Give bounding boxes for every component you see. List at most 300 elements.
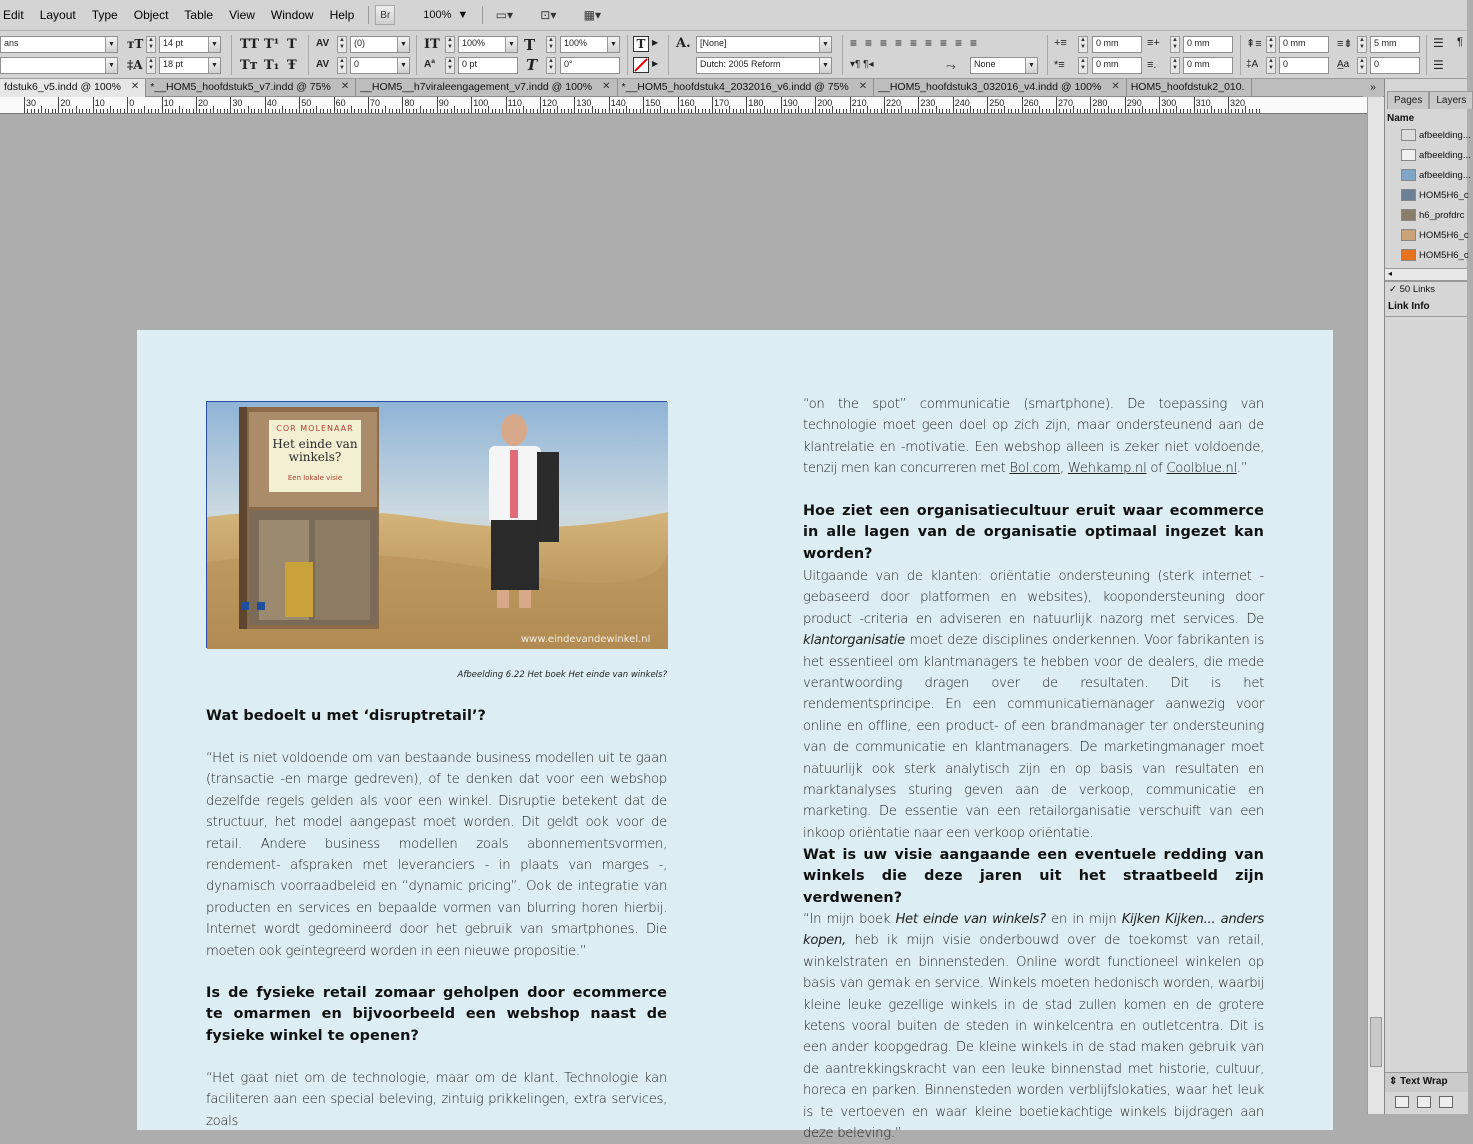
ruler-tick [874, 109, 875, 113]
ruler-tick [605, 109, 606, 113]
ruler-tick [709, 109, 710, 113]
ruler-tick [973, 109, 974, 113]
ruler-tick [378, 109, 379, 113]
font-family-field[interactable] [0, 36, 118, 53]
control-panel [0, 31, 1467, 79]
chevron-down-icon[interactable]: ▼ [607, 37, 619, 52]
zoom-level-select[interactable] [419, 9, 472, 21]
horizontal-scale-field[interactable] [560, 36, 620, 53]
ruler-tick [1059, 109, 1060, 113]
ruler-tick [856, 109, 857, 113]
leading-stepper[interactable]: ▲ ▼ [146, 57, 156, 74]
ruler-tick [674, 109, 675, 113]
ruler-tick [1235, 109, 1236, 113]
text-run: of [1146, 461, 1167, 477]
ruler-tick [953, 97, 954, 113]
text-fill-icon[interactable]: T [633, 36, 649, 52]
drop-cap-chars-field[interactable] [1370, 57, 1420, 74]
ruler-tick [175, 109, 176, 113]
ruler-tick [667, 109, 668, 113]
ruler-tick [967, 109, 968, 113]
chevron-down-icon[interactable]: ▼ [208, 58, 220, 73]
ruler-tick [127, 97, 128, 113]
ruler-tick [371, 109, 372, 113]
menu-layout[interactable]: Layout [39, 8, 76, 22]
chevron-down-icon[interactable]: ▼ [1025, 58, 1037, 73]
document-tab-label: *__HOM5_hoofdstuk5_v7.indd @ 75% [150, 81, 331, 93]
ruler-tick [822, 109, 823, 113]
ruler-tick [1001, 109, 1002, 113]
first-line-indent-value: 0 mm [1096, 59, 1119, 69]
book-cover-image[interactable] [206, 401, 667, 648]
space-before-value: 0 mm [1283, 38, 1306, 48]
ruler-tick [110, 106, 111, 113]
document-tab-label: __HOM5_hoofdstuk3_032016_v4.indd @ 100% [878, 81, 1102, 93]
menu-window[interactable]: Window [270, 8, 314, 22]
chevron-down-icon[interactable]: ▼ [105, 37, 117, 52]
ruler-tick [512, 109, 513, 113]
language-select[interactable] [696, 57, 832, 74]
ruler-label: 160 [679, 98, 695, 108]
space-after-value: 5 mm [1374, 38, 1397, 48]
bol-link[interactable]: Bol.com [1009, 461, 1061, 477]
link-info-header[interactable]: Link Info [1385, 297, 1467, 317]
text-run: “on the spot” communicatie (smartphone). De toepassing van technologie moet geen doel op zich zijn, maar ondersteunend aan de klantrelatie en -motivatie. Een webshop alleen is zeker niet voldoende, tenzij men kan concurreren met [803, 397, 1264, 477]
close-icon[interactable]: ✕ [340, 81, 350, 92]
chevron-down-icon[interactable]: ▼ [208, 37, 220, 52]
ruler-tick [65, 109, 66, 113]
ruler-label: 90 [438, 98, 449, 108]
ruler-label: 10 [94, 98, 105, 108]
ruler-tick [784, 109, 785, 113]
ruler-tick [925, 109, 926, 113]
ruler-tick [468, 109, 469, 113]
ruler-label: 200 [817, 98, 833, 108]
align-buttons[interactable]: ≡≡≡≡≡≡≡≡≡ [850, 36, 986, 50]
ruler-tick [375, 109, 376, 113]
separator [416, 35, 417, 75]
ruler-tick [1218, 109, 1219, 113]
baseline-shift-stepper[interactable]: ▲ ▼ [445, 57, 455, 74]
ruler-tick [977, 109, 978, 113]
question-heading: Hoe ziet een organisatiecultuur eruit waar ecommerce in alle lagen van de organisatie optimaal ingezet kan worden? [803, 503, 1264, 562]
ruler-tick [671, 109, 672, 113]
link-thumbnail [1401, 249, 1416, 261]
link-item[interactable] [1385, 165, 1471, 185]
ruler-tick [275, 109, 276, 113]
ruler-tick [38, 109, 39, 113]
baseline-shift-field[interactable] [458, 57, 518, 74]
ruler-tick [196, 97, 197, 113]
ruler-tick [79, 109, 80, 113]
text-run: en in mijn [1045, 912, 1122, 927]
right-indent-field[interactable] [1183, 36, 1233, 53]
ruler-tick [592, 106, 593, 113]
left-indent-field[interactable] [1092, 36, 1142, 53]
ruler-tick [1018, 109, 1019, 113]
ruler-tick [365, 109, 366, 113]
ruler-tick [760, 109, 761, 113]
ruler-tick [726, 109, 727, 113]
ruler-tick [107, 109, 108, 113]
menu-edit[interactable]: Edit [3, 8, 24, 22]
ruler-tick [970, 106, 971, 113]
link-item[interactable] [1385, 245, 1467, 265]
character-style-select[interactable] [696, 36, 832, 53]
ruler-tick [41, 106, 42, 113]
ruler-tick [113, 109, 114, 113]
vertical-scale-stepper[interactable]: ▲ ▼ [445, 36, 455, 53]
horizontal-scale-stepper[interactable]: ▲ ▼ [546, 36, 556, 53]
ruler-tick [1163, 109, 1164, 113]
ruler-tick [168, 109, 169, 113]
play-icon[interactable]: ▶ [652, 38, 659, 47]
ruler-tick [406, 109, 407, 113]
links-count [1385, 281, 1467, 297]
ruler-tick [1135, 109, 1136, 113]
ruler-tick [681, 109, 682, 113]
ruler-tick [629, 109, 630, 113]
ruler-tick [330, 109, 331, 113]
ruler-label: 40 [266, 98, 277, 108]
ruler-tick [179, 106, 180, 113]
ruler-tick [550, 109, 551, 113]
links-name-header[interactable]: Name [1387, 113, 1415, 124]
text-run: “In mijn boek [803, 912, 896, 927]
ruler-tick [557, 106, 558, 113]
ruler-tick [344, 109, 345, 113]
ruler-tick [819, 109, 820, 113]
ruler-tick [1228, 97, 1229, 113]
document-tab[interactable] [874, 79, 1127, 97]
ruler-tick [850, 97, 851, 113]
close-icon[interactable]: ✕ [130, 81, 140, 92]
arrange-documents-icon[interactable]: ▦▾ [583, 8, 601, 22]
ruler-tick [963, 109, 964, 113]
ruler-tick [482, 109, 483, 113]
small-caps-icon[interactable]: Tт [240, 58, 258, 73]
relink-icon[interactable] [1395, 1096, 1409, 1108]
last-line-indent-stepper[interactable]: ▲ ▼ [1170, 57, 1180, 74]
ruler-tick [69, 109, 70, 113]
view-options-icon[interactable]: ▭▾ [495, 8, 513, 22]
ruler-tick [389, 109, 390, 113]
pilcrow-icon[interactable]: ¶ [1457, 36, 1463, 48]
tab-pages[interactable]: Pages [1387, 91, 1429, 109]
ruler-tick [502, 109, 503, 113]
left-indent-value: 0 mm [1096, 38, 1119, 48]
chevron-down-icon[interactable]: ▼ [397, 58, 409, 73]
ruler-tick [457, 109, 458, 113]
strikethrough-icon[interactable]: Ŧ [287, 58, 297, 73]
skew-field[interactable] [560, 57, 620, 74]
font-size-field[interactable] [159, 36, 221, 53]
menu-type[interactable]: Type [91, 8, 118, 22]
vertical-scrollbar[interactable] [1367, 97, 1384, 1114]
paragraph-direction-icon[interactable]: ▾¶ ¶◂ [850, 59, 874, 70]
ruler-tick [334, 97, 335, 113]
edit-original-icon[interactable] [1439, 1096, 1453, 1108]
ruler-tick [1101, 109, 1102, 113]
drop-cap-lines-value: 0 [1283, 59, 1289, 69]
ruler-tick [715, 109, 716, 113]
menu-object[interactable]: Object [133, 8, 169, 22]
ruler-tick [1231, 109, 1232, 113]
ruler-tick [1211, 106, 1212, 113]
drop-cap-chars-value: 0 [1374, 59, 1380, 69]
ruler-tick [578, 109, 579, 113]
ruler-label: 280 [1092, 98, 1108, 108]
menu-help[interactable]: Help [329, 8, 355, 22]
ruler-tick [141, 109, 142, 113]
ruler-tick [826, 109, 827, 113]
ruler-tick [1070, 109, 1071, 113]
superscript-icon[interactable]: T¹ [264, 37, 280, 52]
ruler-label: 310 [1195, 98, 1211, 108]
ruler-tick [791, 109, 792, 113]
document-tab[interactable] [1127, 79, 1252, 97]
ruler-tick [509, 109, 510, 113]
play-icon[interactable]: ▶ [652, 59, 659, 68]
ruler-tick [877, 109, 878, 113]
all-caps-icon[interactable]: TT [240, 37, 259, 52]
ruler-tick [1245, 106, 1246, 113]
vertical-scale-field[interactable] [458, 36, 518, 53]
chevron-down-icon[interactable]: ▼ [819, 58, 831, 73]
ruler-tick [96, 109, 97, 113]
ruler-tick [733, 109, 734, 113]
ruler-tick [798, 106, 799, 113]
scrollbar-thumb[interactable] [1370, 1017, 1382, 1067]
ruler-tick [1008, 109, 1009, 113]
update-link-icon[interactable] [1417, 1096, 1431, 1108]
space-after-stepper[interactable]: ▲ ▼ [1357, 36, 1367, 53]
ruler-tick [48, 109, 49, 113]
link-thumbnail [1401, 169, 1416, 181]
ruler-label: 300 [1161, 98, 1177, 108]
text-wrap-panel-tab[interactable] [1385, 1072, 1468, 1092]
ruler-tick [416, 109, 417, 113]
ruler-tick [258, 109, 259, 113]
leading-field[interactable] [159, 57, 221, 74]
ruler-tick [1259, 109, 1260, 113]
skew-stepper[interactable]: ▲ ▼ [546, 57, 556, 74]
ruler-tick [688, 109, 689, 113]
panel-horizontal-scrollbar[interactable] [1385, 268, 1467, 281]
ruler-tick [1004, 106, 1005, 113]
ruler-tick [654, 109, 655, 113]
ruler-tick [891, 109, 892, 113]
font-style-field[interactable] [0, 57, 118, 74]
ruler-tick [433, 109, 434, 113]
last-line-indent-field[interactable] [1183, 57, 1233, 74]
menu-separator [482, 6, 483, 24]
ruler-tick [27, 109, 28, 113]
coolblue-link[interactable]: Coolblue.nl [1166, 461, 1237, 477]
answer-paragraph: “Het gaat niet om de technologie, maar om de klant. Technologie kan faciliteren aan een special beleving, zintuig prikkelingen, extra services, zoals [206, 1071, 667, 1129]
ruler-tick [1111, 109, 1112, 113]
ruler-tick [254, 109, 255, 113]
link-item[interactable] [1385, 185, 1467, 205]
link-item[interactable] [1385, 225, 1467, 245]
more-tabs-icon[interactable]: » [1363, 79, 1383, 97]
ruler-tick [571, 109, 572, 113]
ruler-tick [853, 109, 854, 113]
document-tab[interactable] [146, 79, 356, 97]
ruler-tick [279, 109, 280, 113]
ruler-tick [1256, 109, 1257, 113]
character-style-value: [None] [700, 38, 727, 48]
kerning-value: (0) [354, 38, 365, 48]
drop-cap-lines-field[interactable] [1279, 57, 1329, 74]
ruler-tick [936, 106, 937, 113]
ruler-tick [506, 97, 507, 113]
drop-cap-lines-stepper[interactable]: ▲ ▼ [1266, 57, 1276, 74]
links-count-label: 50 Links [1399, 284, 1435, 295]
underline-icon[interactable]: T [287, 37, 297, 52]
drop-cap-chars-stepper[interactable]: ▲ ▼ [1357, 57, 1367, 74]
tracking-value: 0 [354, 59, 360, 69]
right-indent-stepper[interactable]: ▲ ▼ [1170, 36, 1180, 53]
link-item[interactable] [1385, 145, 1471, 165]
ruler-tick [1121, 109, 1122, 113]
chevron-down-icon[interactable]: ▼ [505, 37, 517, 52]
ruler-tick [1087, 109, 1088, 113]
ruler-tick [1114, 109, 1115, 113]
ruler-tick [251, 109, 252, 113]
ruler-tick [815, 97, 816, 113]
none-select[interactable] [970, 57, 1038, 74]
ruler-tick [863, 109, 864, 113]
links-list [1385, 125, 1471, 265]
separator [231, 35, 232, 75]
ruler-tick [746, 97, 747, 113]
ruler-tick [860, 109, 861, 113]
ruler-tick [795, 109, 796, 113]
ruler-tick [444, 109, 445, 113]
first-line-indent-stepper[interactable]: ▲ ▼ [1078, 57, 1088, 74]
ruler-tick [705, 109, 706, 113]
ruler-tick [808, 109, 809, 113]
ruler-tick [89, 109, 90, 113]
ruler-tick [949, 109, 950, 113]
subscript-icon[interactable]: T₁ [264, 58, 280, 73]
font-size-stepper[interactable]: ▲ ▼ [146, 36, 156, 53]
ruler-tick [392, 109, 393, 113]
ruler-tick [626, 106, 627, 113]
ruler-tick [980, 109, 981, 113]
wehkamp-link[interactable]: Wehkamp.nl [1067, 461, 1147, 477]
hyphenation-icon[interactable]: ⤳ [946, 59, 956, 73]
link-item[interactable] [1385, 205, 1467, 225]
tab-layers[interactable]: Layers [1429, 91, 1473, 109]
left-indent-stepper[interactable]: ▲ ▼ [1078, 36, 1088, 53]
ruler-tick [722, 109, 723, 113]
document-tab[interactable] [0, 79, 146, 97]
screen-mode-icon[interactable]: ⊡▾ [540, 8, 557, 22]
ruler-tick [461, 109, 462, 113]
space-before-field[interactable] [1279, 36, 1329, 53]
ruler-tick [523, 106, 524, 113]
ruler-tick [31, 109, 32, 113]
first-line-indent-field[interactable] [1092, 57, 1142, 74]
ruler-tick [915, 109, 916, 113]
tracking-field[interactable] [350, 57, 410, 74]
chevron-down-icon[interactable]: ▼ [819, 37, 831, 52]
close-icon[interactable]: ✕ [1111, 81, 1120, 92]
menu-table[interactable]: Table [184, 8, 214, 22]
menu-view[interactable]: View [229, 8, 255, 22]
book-title-text: Het einde van winkels? [272, 437, 358, 464]
ruler-label: 240 [954, 98, 970, 108]
horizontal-ruler[interactable] [0, 97, 1370, 114]
kerning-field[interactable] [350, 36, 410, 53]
document-tab[interactable] [356, 79, 617, 97]
space-before-stepper[interactable]: ▲ ▼ [1266, 36, 1276, 53]
ruler-tick [285, 109, 286, 113]
kerning-stepper[interactable]: ▲ ▼ [337, 36, 347, 53]
chevron-down-icon[interactable]: ▼ [105, 58, 117, 73]
space-after-field[interactable] [1370, 36, 1420, 53]
separator [1240, 35, 1241, 75]
numbered-list-icon[interactable]: ☰ [1433, 58, 1444, 72]
ruler-tick [1015, 109, 1016, 113]
ruler-tick [337, 109, 338, 113]
ruler-tick [657, 109, 658, 113]
ruler-tick [1152, 109, 1153, 113]
chevron-left-icon[interactable]: ◂ [1388, 269, 1393, 278]
horizontal-scale-icon: T [524, 36, 536, 54]
ruler-tick [464, 109, 465, 113]
ruler-tick [138, 109, 139, 113]
ruler-tick [82, 109, 83, 113]
ruler-tick [217, 109, 218, 113]
text-stroke-icon[interactable] [633, 57, 649, 73]
ruler-tick [1176, 106, 1177, 113]
ruler-tick [1032, 109, 1033, 113]
tracking-stepper[interactable]: ▲ ▼ [337, 57, 347, 74]
collapse-icon: ⇕ [1389, 1076, 1398, 1087]
none-select-value: None [974, 59, 996, 69]
ruler-tick [554, 109, 555, 113]
document-tab[interactable] [618, 79, 875, 97]
horizontal-scale-value: 100% [564, 38, 588, 48]
ruler-tick [750, 109, 751, 113]
ruler-tick [361, 109, 362, 113]
ruler-label: 250 [989, 98, 1005, 108]
ruler-tick [310, 109, 311, 113]
link-item[interactable] [1385, 125, 1471, 145]
ruler-tick [1035, 109, 1036, 113]
ruler-tick [568, 109, 569, 113]
close-icon[interactable]: ✕ [602, 81, 611, 92]
kerning-icon: AV [316, 38, 330, 49]
bullet-list-icon[interactable]: ☰ [1433, 36, 1444, 50]
close-icon[interactable]: ✕ [858, 81, 868, 92]
ruler-tick [788, 109, 789, 113]
first-line-indent-icon: *≡ [1054, 59, 1065, 71]
ruler-tick [1077, 109, 1078, 113]
font-size-icon: ᴛT [127, 37, 144, 51]
ruler-tick [475, 109, 476, 113]
ruler-tick [942, 109, 943, 113]
ruler-label: 260 [1023, 98, 1039, 108]
chevron-down-icon[interactable]: ▼ [397, 37, 409, 52]
ruler-tick [1104, 109, 1105, 113]
ruler-tick [887, 109, 888, 113]
ruler-tick [1166, 109, 1167, 113]
bridge-button[interactable]: Br [375, 5, 395, 25]
